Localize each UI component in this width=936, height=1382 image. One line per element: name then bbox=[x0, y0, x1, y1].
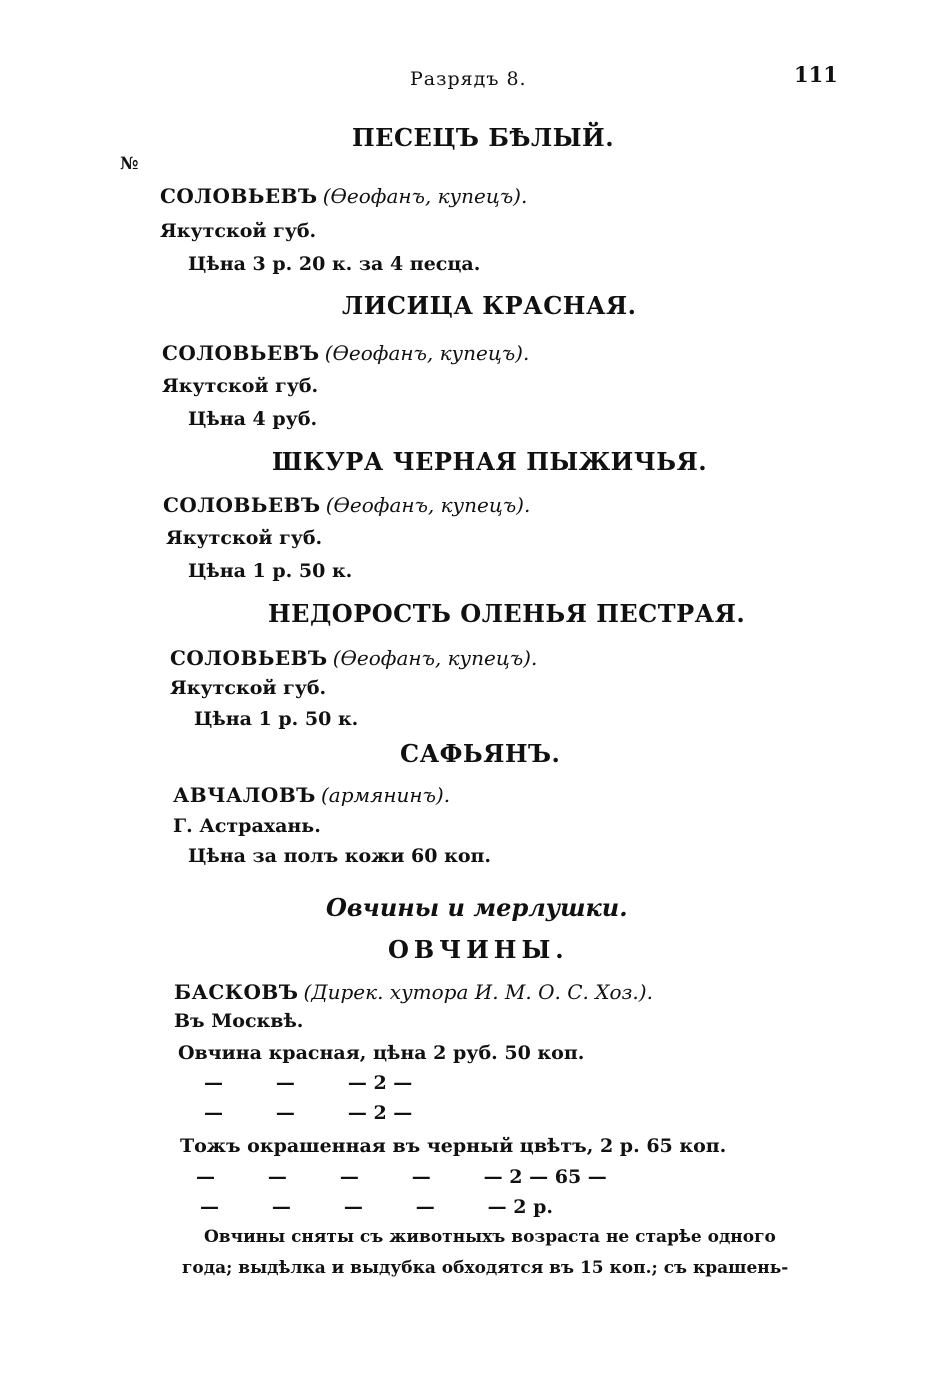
number-sign: № bbox=[120, 154, 139, 174]
price-line: Овчина красная, цѣна 2 руб. 50 коп. bbox=[178, 1042, 585, 1064]
price-line: Тожъ окрашенная въ черный цвѣтъ, 2 р. 65 коп. bbox=[180, 1135, 727, 1157]
price-line: Цѣна 4 руб. bbox=[188, 408, 318, 430]
section-title: ЛИСИЦА КРАСНАЯ. bbox=[342, 291, 637, 320]
note-line: года; выдѣлка и выдубка обходятся въ 15 коп.; съ крашень- bbox=[182, 1258, 789, 1278]
exhibitor-name: СОЛОВЬЕВЪ bbox=[162, 341, 320, 365]
ditto-line: — — — 2 — bbox=[204, 1072, 413, 1094]
exhibitor-location: Якутской губ. bbox=[162, 375, 319, 397]
note-line: Овчины сняты съ животныхъ возраста не старѣе одного bbox=[204, 1227, 776, 1247]
section-title: ПЕСЕЦЪ БѢЛЫЙ. bbox=[352, 123, 615, 152]
exhibitor-entry bbox=[170, 648, 537, 668]
exhibitor-role: (Ѳеофанъ, купецъ). bbox=[324, 341, 530, 365]
exhibitor-name: СОЛОВЬЕВЪ bbox=[163, 493, 321, 517]
exhibitor-name: БАСКОВЪ bbox=[174, 980, 299, 1004]
section-title: САФЬЯНЪ. bbox=[400, 739, 561, 768]
page-number: 111 bbox=[794, 62, 838, 87]
price-line: Цѣна за полъ кожи 60 коп. bbox=[188, 845, 492, 867]
price-line: Цѣна 1 р. 50 к. bbox=[188, 560, 353, 582]
exhibitor-name: АВЧАЛОВЪ bbox=[173, 783, 316, 807]
price-line: Цѣна 1 р. 50 к. bbox=[194, 708, 359, 730]
exhibitor-location: Якутской губ. bbox=[166, 527, 323, 549]
exhibitor-entry bbox=[160, 186, 527, 206]
exhibitor-role: (Ѳеофанъ, купецъ). bbox=[322, 184, 528, 208]
exhibitor-role: (Ѳеофанъ, купецъ). bbox=[325, 493, 531, 517]
exhibitor-location: Г. Астрахань. bbox=[173, 815, 321, 837]
exhibitor-entry bbox=[174, 982, 653, 1002]
ditto-line: — — — 2 — bbox=[204, 1102, 413, 1124]
price-line: Цѣна 3 р. 20 к. за 4 песца. bbox=[188, 253, 481, 275]
section-title: НЕДОРОСТЬ ОЛЕНЬЯ ПЕСТРАЯ. bbox=[268, 599, 746, 628]
ditto-line: — — — — — 2 — 65 — bbox=[196, 1166, 607, 1188]
subsection-italic-title: Овчины и мерлушки. bbox=[326, 893, 628, 922]
exhibitor-role: (Дирек. хутора И. М. О. С. Хоз.). bbox=[303, 980, 653, 1004]
running-title: Разрядъ 8. bbox=[410, 68, 527, 90]
section-title: ОВЧИНЫ. bbox=[388, 935, 569, 964]
exhibitor-entry bbox=[163, 495, 530, 515]
exhibitor-name: СОЛОВЬЕВЪ bbox=[160, 184, 318, 208]
exhibitor-entry bbox=[162, 343, 529, 363]
exhibitor-location: Въ Москвѣ. bbox=[174, 1010, 304, 1032]
exhibitor-entry bbox=[173, 785, 450, 805]
exhibitor-name: СОЛОВЬЕВЪ bbox=[170, 646, 328, 670]
exhibitor-location: Якутской губ. bbox=[170, 677, 327, 699]
section-title: ШКУРА ЧЕРНАЯ ПЫЖИЧЬЯ. bbox=[272, 447, 708, 476]
exhibitor-role: (Ѳеофанъ, купецъ). bbox=[332, 646, 538, 670]
exhibitor-role: (армянинъ). bbox=[320, 783, 451, 807]
exhibitor-location: Якутской губ. bbox=[160, 220, 317, 242]
ditto-line: — — — — — 2 р. bbox=[200, 1196, 554, 1218]
